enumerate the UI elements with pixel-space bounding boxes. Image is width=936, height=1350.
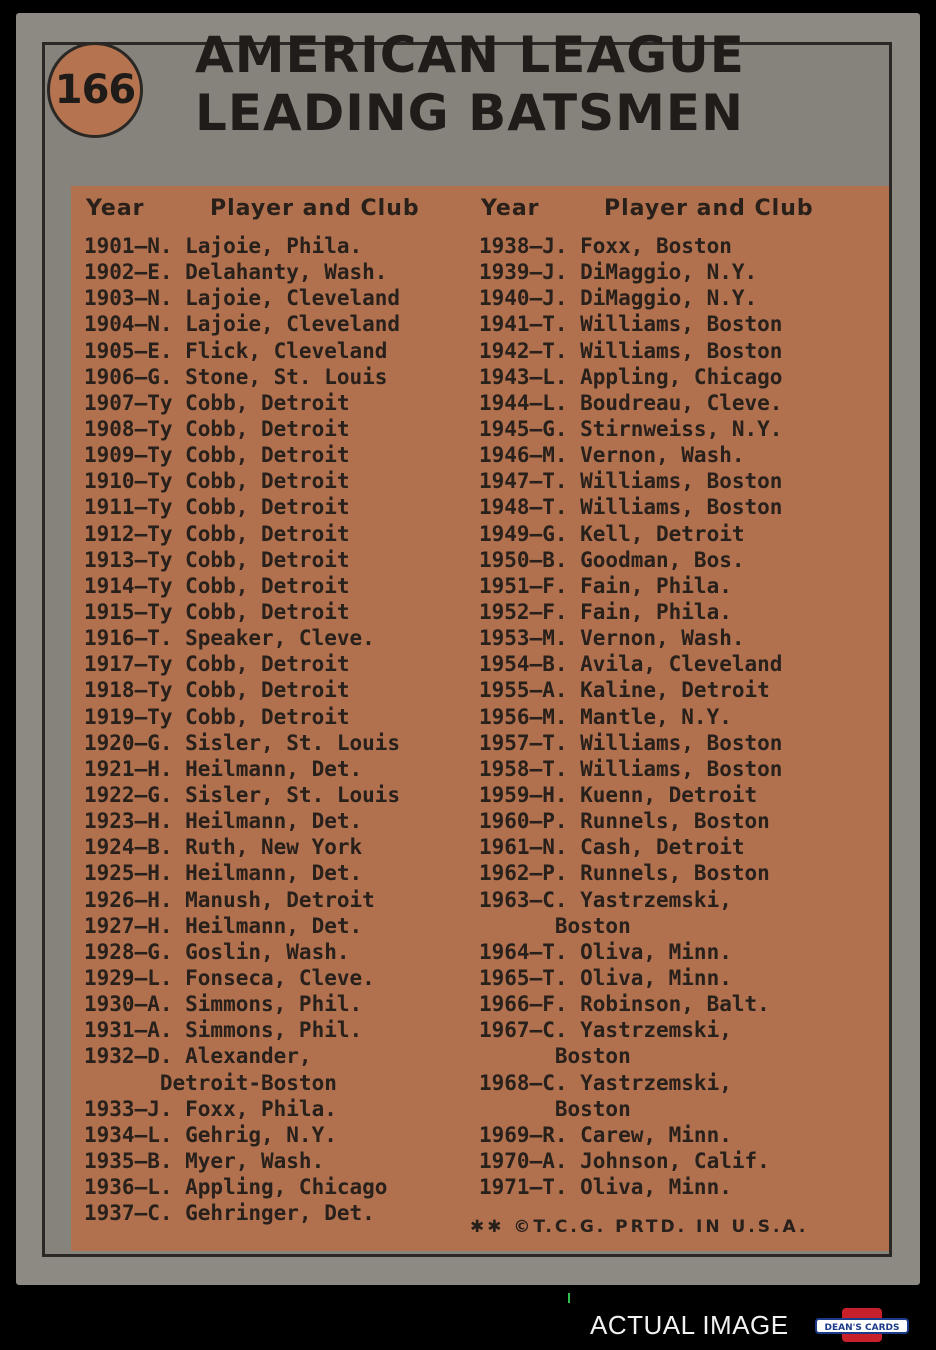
right-row: 1969—R. Carew, Minn.: [479, 1122, 732, 1147]
actual-image-caption: ACTUAL IMAGE: [590, 1310, 789, 1340]
left-row: 1927—H. Heilmann, Det.: [84, 913, 363, 938]
left-row: 1904—N. Lajoie, Cleveland: [84, 312, 401, 337]
right-row: 1956—M. Mantle, N.Y.: [479, 704, 732, 729]
left-row: 1929—L. Fonseca, Cleve.: [84, 965, 375, 990]
left-row: 1937—C. Gehringer, Det.: [84, 1201, 375, 1226]
left-row: 1931—A. Simmons, Phil.: [84, 1018, 363, 1043]
left-row: 1907—Ty Cobb, Detroit: [84, 390, 350, 415]
right-row: 1971—T. Oliva, Minn.: [479, 1175, 732, 1200]
right-row: 1968—C. Yastrzemski,: [479, 1070, 732, 1095]
right-row: 1957—T. Williams, Boston: [479, 730, 783, 755]
left-row: 1908—Ty Cobb, Detroit: [84, 416, 350, 441]
left-row: 1918—Ty Cobb, Detroit: [84, 678, 350, 703]
right-row: 1941—T. Williams, Boston: [479, 312, 783, 337]
left-header-year: Year: [86, 196, 145, 221]
left-row: 1901—N. Lajoie, Phila.: [84, 234, 363, 258]
card-title: [195, 26, 815, 142]
right-row: 1958—T. Williams, Boston: [479, 756, 783, 781]
right-row: 1963—C. Yastrzemski,: [479, 887, 732, 912]
left-row: 1916—T. Speaker, Cleve.: [84, 626, 375, 651]
left-row: 1911—Ty Cobb, Detroit: [84, 495, 350, 520]
left-row: 1926—H. Manush, Detroit: [84, 887, 375, 912]
left-row: 1933—J. Foxx, Phila.: [84, 1096, 337, 1121]
left-row: 1919—Ty Cobb, Detroit: [84, 704, 350, 729]
left-row: 1913—Ty Cobb, Detroit: [84, 547, 350, 572]
left-row: 1906—G. Stone, St. Louis: [84, 364, 388, 389]
right-header-year: Year: [481, 196, 540, 221]
right-row: 1962—P. Runnels, Boston: [479, 861, 770, 886]
left-row: 1903—N. Lajoie, Cleveland: [84, 286, 401, 311]
left-row: 1914—Ty Cobb, Detroit: [84, 573, 350, 598]
right-row: 1967—C. Yastrzemski,: [479, 1018, 732, 1043]
left-row: 1932—D. Alexander,: [84, 1044, 312, 1069]
right-row: 1950—B. Goodman, Bos.: [479, 547, 745, 572]
right-row: Boston: [479, 1096, 631, 1121]
right-row: 1949—G. Kell, Detroit: [479, 521, 745, 546]
right-row: 1964—T. Oliva, Minn.: [479, 939, 732, 964]
right-row: 1945—G. Stirnweiss, N.Y.: [479, 416, 783, 441]
logo-text: DEAN'S CARDS: [824, 1323, 900, 1333]
deans-cards-logo: [812, 1308, 912, 1342]
right-row: 1952—F. Fain, Phila.: [479, 599, 732, 624]
right-row: 1938—J. Foxx, Boston: [479, 234, 732, 258]
card-number-badge: [47, 42, 143, 138]
right-row: 1939—J. DiMaggio, N.Y.: [479, 260, 758, 285]
right-row: 1970—A. Johnson, Calif.: [479, 1148, 770, 1173]
left-row: 1912—Ty Cobb, Detroit: [84, 521, 350, 546]
right-row: Boston: [479, 1044, 631, 1069]
left-row: 1936—L. Appling, Chicago: [84, 1175, 388, 1200]
right-row: 1948—T. Williams, Boston: [479, 495, 783, 520]
right-row: 1960—P. Runnels, Boston: [479, 809, 770, 834]
left-row: 1930—A. Simmons, Phil.: [84, 992, 363, 1017]
right-row: 1951—F. Fain, Phila.: [479, 573, 732, 598]
left-row: 1928—G. Goslin, Wash.: [84, 939, 350, 964]
right-row: 1954—B. Avila, Cleveland: [479, 652, 783, 677]
right-row: 1940—J. DiMaggio, N.Y.: [479, 286, 758, 311]
copyright-footer: ✱✱ ©T.C.G. PRTD. IN U.S.A.: [470, 1217, 809, 1237]
right-row: 1947—T. Williams, Boston: [479, 469, 783, 494]
left-row: 1921—H. Heilmann, Det.: [84, 756, 363, 781]
left-row: 1925—H. Heilmann, Det.: [84, 861, 363, 886]
right-row: 1942—T. Williams, Boston: [479, 338, 783, 363]
left-row: 1902—E. Delahanty, Wash.: [84, 260, 388, 285]
left-header-player: Player and Club: [210, 196, 420, 221]
left-leaders-list: [84, 233, 400, 1226]
right-row: 1943—L. Appling, Chicago: [479, 364, 783, 389]
left-row: Detroit-Boston: [84, 1070, 337, 1095]
right-row: 1946—M. Vernon, Wash.: [479, 443, 745, 468]
title-line-2: LEADING BATSMEN: [195, 84, 744, 142]
left-row: 1920—G. Sisler, St. Louis: [84, 730, 401, 755]
right-row: 1965—T. Oliva, Minn.: [479, 965, 732, 990]
left-row: 1922—G. Sisler, St. Louis: [84, 782, 401, 807]
right-row: 1944—L. Boudreau, Cleve.: [479, 390, 783, 415]
right-row: 1955—A. Kaline, Detroit: [479, 678, 770, 703]
title-line-1: AMERICAN LEAGUE: [195, 26, 745, 84]
card-number: 166: [54, 67, 136, 113]
right-row: 1966—F. Robinson, Balt.: [479, 992, 770, 1017]
right-row: 1959—H. Kuenn, Detroit: [479, 782, 758, 807]
left-row: 1909—Ty Cobb, Detroit: [84, 443, 350, 468]
right-row: 1961—N. Cash, Detroit: [479, 835, 745, 860]
left-row: 1915—Ty Cobb, Detroit: [84, 599, 350, 624]
left-row: 1905—E. Flick, Cleveland: [84, 338, 388, 363]
left-row: 1917—Ty Cobb, Detroit: [84, 652, 350, 677]
scan-marker: [568, 1293, 570, 1303]
right-header-player: Player and Club: [604, 196, 814, 221]
left-row: 1923—H. Heilmann, Det.: [84, 809, 363, 834]
right-row: Boston: [479, 913, 631, 938]
right-leaders-list: [479, 233, 782, 1200]
left-row: 1924—B. Ruth, New York: [84, 835, 363, 860]
left-row: 1935—B. Myer, Wash.: [84, 1148, 325, 1173]
left-row: 1934—L. Gehrig, N.Y.: [84, 1122, 337, 1147]
right-row: 1953—M. Vernon, Wash.: [479, 626, 745, 651]
left-row: 1910—Ty Cobb, Detroit: [84, 469, 350, 494]
